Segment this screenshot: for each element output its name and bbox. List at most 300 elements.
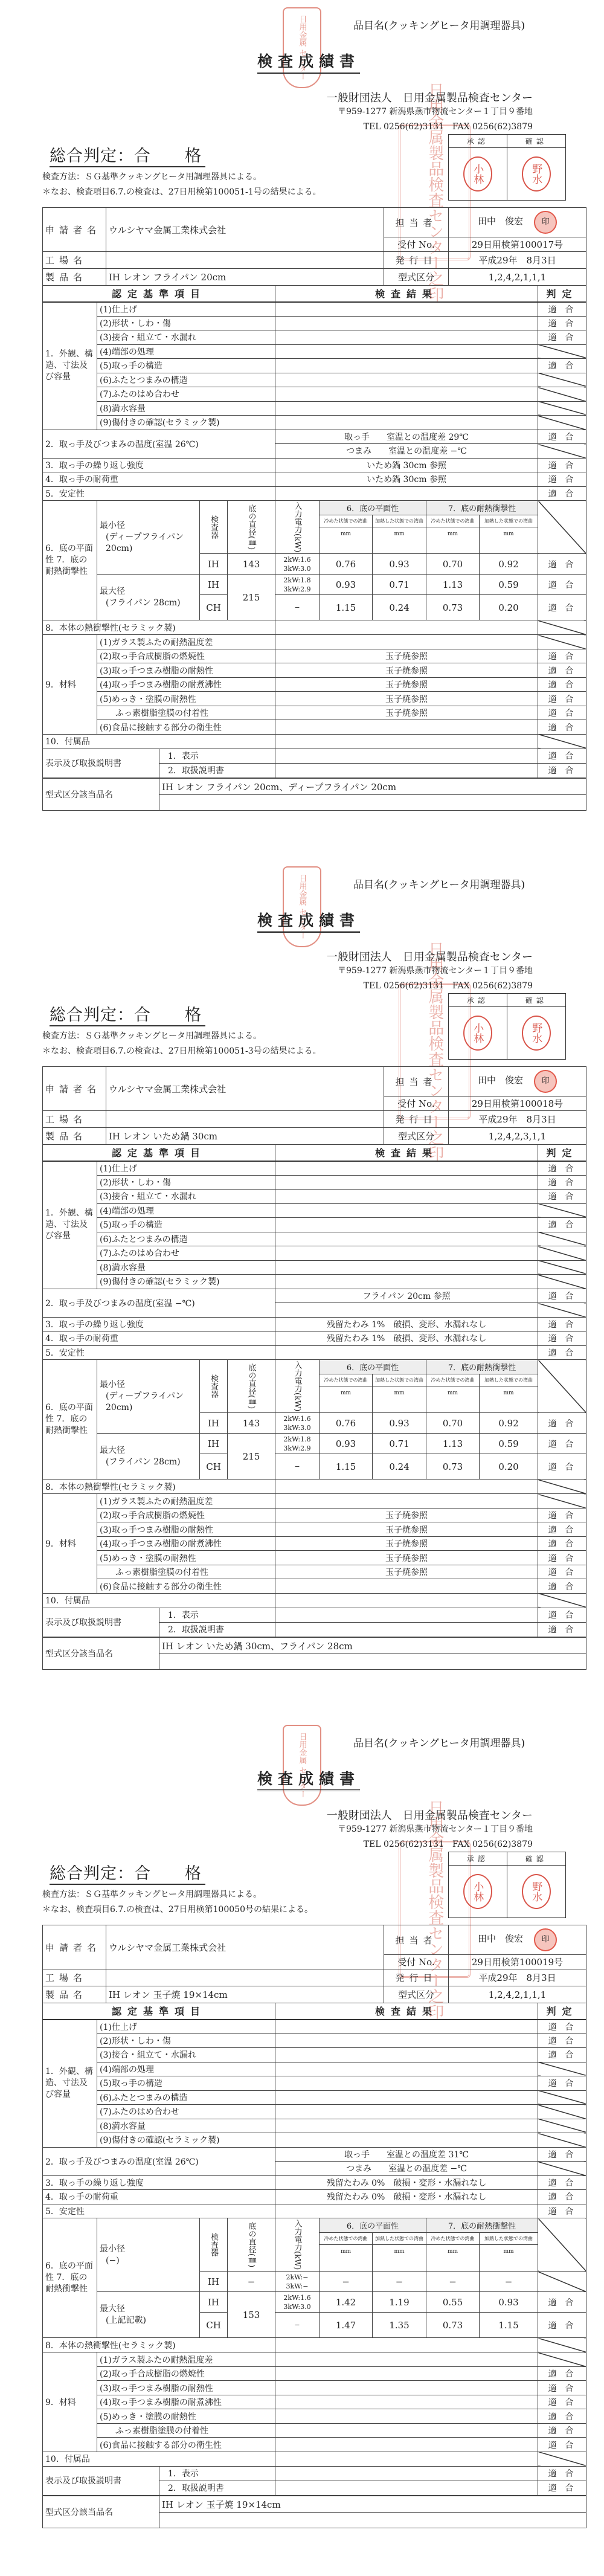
issue-date-label: 発行日 xyxy=(384,1111,449,1128)
sub-header: 加熱した状態での湾曲 xyxy=(373,2233,426,2245)
item-label: (4)端部の処理 xyxy=(97,2062,275,2076)
s5-label: 5．安定性 xyxy=(43,486,275,501)
measurement-value: 0.20 xyxy=(480,595,538,620)
table-row xyxy=(43,2338,586,2352)
table-row xyxy=(43,1111,586,1128)
inspection-certificate xyxy=(0,0,604,858)
not-applicable-slash xyxy=(538,1232,586,1246)
table-row xyxy=(43,1925,586,1955)
judgement-cell: 適合 xyxy=(538,692,586,706)
sub-header: 冷めた状態での湾曲 xyxy=(320,515,373,527)
measurement-value: − xyxy=(320,2272,373,2292)
product-label: 製品名 xyxy=(43,1128,106,1145)
criteria-header: 認定基準項目 xyxy=(43,2003,275,2020)
item-label: (6)食品に接触する部分の衛生性 xyxy=(97,1579,275,1594)
table-row xyxy=(43,1232,586,1246)
judgement-cell: 適合 xyxy=(538,2020,586,2034)
judgement-cell: 適合 xyxy=(538,1317,586,1331)
item-label: (3)取っ手つまみ樹脂の耐熱性 xyxy=(97,2381,275,2395)
measurement-value: 1.13 xyxy=(426,575,480,595)
result-cell xyxy=(275,1494,538,1509)
judgement-cell: 適合 xyxy=(538,1565,586,1579)
type-code: 1,2,4,2,3,1,1 xyxy=(449,1128,586,1145)
judgement-cell: 適合 xyxy=(538,2048,586,2062)
shock-header: 7．底の耐熱衝撃性 xyxy=(426,1360,538,1374)
result-cell xyxy=(275,1218,538,1232)
document-title: 検査成績書 xyxy=(257,909,360,933)
result-cell: 玉子焼参照 xyxy=(275,677,538,692)
unit-label: mm xyxy=(480,527,538,554)
approval-header: 承認 xyxy=(449,1852,507,1866)
table-row xyxy=(43,458,586,472)
judgement-cell: 適合 xyxy=(538,2204,586,2218)
section-8-label: 8．本体の熱衝撃性(セラミック製) xyxy=(43,620,275,635)
result-cell: 残留たわみ 1% 破損、変形、水漏れなし xyxy=(275,1317,538,1331)
diameter: 143 xyxy=(228,1413,275,1434)
not-applicable-slash xyxy=(538,2090,586,2105)
item-label: (3)接合・組立て・水漏れ xyxy=(97,330,275,345)
judgement-cell: 適合 xyxy=(538,2076,586,2091)
diameter-header: 底の直径(㎜) xyxy=(228,2218,275,2272)
judgement-cell: 適合 xyxy=(538,316,586,330)
measurement-value: 0.92 xyxy=(480,1413,538,1434)
not-applicable-slash xyxy=(538,1494,586,1509)
judgement-cell: 適合 xyxy=(538,2190,586,2204)
s4-label: 4．取っ手の耐荷重 xyxy=(43,472,275,487)
item-label: 1．表示 xyxy=(159,749,275,763)
factory-label: 工場名 xyxy=(43,1111,106,1128)
organization-address: 〒959-1277 新潟県燕市物流センター１丁目９番地 xyxy=(338,107,533,117)
max-name: 最大径 xyxy=(100,587,125,596)
judgement-cell: 適合 xyxy=(538,2481,586,2495)
max-diameter-cell xyxy=(97,2292,200,2338)
judgement-cell: 適合 xyxy=(538,359,586,373)
not-applicable-slash xyxy=(538,1303,586,1318)
min-diameter-cell xyxy=(97,2218,200,2292)
table-row xyxy=(43,635,586,649)
result-cell: つまみ 室温との温度差 −℃ xyxy=(275,444,538,459)
result-cell xyxy=(275,2338,538,2352)
factory-label: 工場名 xyxy=(43,252,106,269)
section-10-label: 10．付属品 xyxy=(43,734,275,749)
not-applicable-slash xyxy=(538,1480,586,1494)
item-category: 品目名(クッキングヒータ用調理器具) xyxy=(353,20,525,32)
item-label: 1．表示 xyxy=(159,1608,275,1622)
organization-address: 〒959-1277 新潟県燕市物流センター１丁目９番地 xyxy=(338,966,533,976)
diameter-header: 底の直径(㎜) xyxy=(228,501,275,554)
unit-label: mm xyxy=(480,2244,538,2272)
result-cell xyxy=(275,620,538,635)
result-cell xyxy=(275,416,538,430)
display-label: 表示及び取扱説明書 xyxy=(43,749,159,778)
item-label: (8)満水容量 xyxy=(97,2119,275,2133)
stamp-cell xyxy=(449,1007,507,1059)
sub-header: 冷めた状態での湾曲 xyxy=(320,2233,373,2245)
tester: CH xyxy=(200,595,228,620)
result-cell xyxy=(275,2119,538,2133)
issue-date: 平成29年 8月3日 xyxy=(449,252,586,269)
table-row xyxy=(43,1565,586,1579)
item-label: 2．取扱説明書 xyxy=(159,2481,275,2495)
item-label: (6)ふたとつまみの構造 xyxy=(97,1232,275,1246)
table-row xyxy=(43,2062,586,2076)
result-cell xyxy=(275,1608,538,1622)
applicant-info-table xyxy=(42,1925,586,2003)
applicant-info-table xyxy=(42,207,586,286)
measurement-value: 1.47 xyxy=(320,2313,373,2338)
table-row xyxy=(43,2133,586,2148)
judgement-cell: 適合 xyxy=(538,458,586,472)
diameter: 215 xyxy=(228,575,275,620)
item-label: (5)めっき・塗膜の耐熱性 xyxy=(97,692,275,706)
measurement-value: 0.55 xyxy=(426,2292,480,2313)
item-label: ふっ素樹脂塗膜の付着性 xyxy=(97,706,275,720)
receipt-number: 29日用検第100019号 xyxy=(449,1955,586,1969)
measurement-value: 0.93 xyxy=(373,554,426,575)
criteria-header: 認定基準項目 xyxy=(43,286,275,302)
result-cell xyxy=(275,1593,538,1608)
input-power xyxy=(275,2292,320,2313)
header-row xyxy=(43,2003,586,2020)
s3-label: 3．取っ手の繰り返し強度 xyxy=(43,2175,275,2190)
judgement-cell: 適合 xyxy=(538,1434,586,1454)
applicant-info-table xyxy=(42,1066,586,1145)
table-row xyxy=(43,486,586,501)
result-cell: 玉子焼参照 xyxy=(275,1551,538,1565)
factory-label: 工場名 xyxy=(43,1969,106,1986)
tester-header: 検査器 xyxy=(200,1360,228,1413)
model-names-blank xyxy=(159,2513,586,2528)
inspection-results-table xyxy=(42,1144,586,1637)
tester: IH xyxy=(200,2292,228,2313)
judgement-cell: 適合 xyxy=(538,1551,586,1565)
measurement-value: 1.13 xyxy=(426,1434,480,1454)
table-row xyxy=(43,316,586,330)
section-9-label: 9．材料 xyxy=(43,1494,97,1594)
section-9-label: 9．材料 xyxy=(43,2352,97,2452)
not-applicable-slash xyxy=(538,387,586,402)
model-names-blank xyxy=(159,795,586,811)
table-row xyxy=(43,1494,586,1509)
min-sub: (ディープフライパン 20cm) xyxy=(106,532,184,554)
result-cell: 玉子焼参照 xyxy=(275,1565,538,1579)
power-value: 2kW:1.6 xyxy=(283,2293,311,2302)
result-cell: 玉子焼参照 xyxy=(275,663,538,678)
table-row xyxy=(43,2076,586,2091)
organization-name: 一般財団法人 日用金属製品検査センター xyxy=(326,951,533,964)
product-name: IH レオン 玉子焼 19×14cm xyxy=(106,1986,384,2003)
table-row xyxy=(43,2292,586,2313)
unit-label: mm xyxy=(320,527,373,554)
measurement-value: 0.20 xyxy=(480,1454,538,1480)
table-row xyxy=(43,2438,586,2452)
result-cell xyxy=(275,330,538,345)
not-applicable-slash xyxy=(538,1246,586,1261)
unit-label: mm xyxy=(320,1386,373,1413)
sub-header: 冷めた状態での湾曲 xyxy=(320,1374,373,1386)
judgement-cell: 適合 xyxy=(538,677,586,692)
item-label: 2．取扱説明書 xyxy=(159,763,275,778)
not-applicable-slash xyxy=(538,635,586,649)
table-row xyxy=(43,779,586,795)
result-cell xyxy=(275,1345,538,1360)
table-row xyxy=(43,1608,586,1622)
section-6-7-label: 6．底の平面性 7．底の耐熱衝撃性 xyxy=(43,1360,97,1480)
inspection-note: ＊なお、検査項目6.7.の検査は、27日用検第100051-1号の結果による。 xyxy=(42,187,321,197)
section-2-label: 2．取っ手及びつまみの温度(室温 26℃) xyxy=(43,430,275,458)
min-diameter-cell xyxy=(97,501,200,575)
tester: CH xyxy=(200,2313,228,2338)
table-row xyxy=(43,1128,586,1145)
not-applicable-slash xyxy=(538,2218,586,2272)
diameter: 215 xyxy=(228,1434,275,1480)
table-row xyxy=(43,1360,586,1374)
result-cell: 残留たわみ 0% 破損・変形・水漏れなし xyxy=(275,2190,538,2204)
top-seal-stamp: 日用金属 センター xyxy=(283,1725,321,1806)
judgement-cell: 適合 xyxy=(538,749,586,763)
tester: IH xyxy=(200,1434,228,1454)
confirmation-header: 確認 xyxy=(507,1852,566,1866)
judgement-header: 判定 xyxy=(538,2003,586,2020)
product-label: 製品名 xyxy=(43,269,106,286)
item-label: (9)傷付きの確認(セラミック製) xyxy=(97,1275,275,1289)
table-row xyxy=(43,2218,586,2233)
table-row xyxy=(43,2048,586,2062)
item-label: (1)仕上げ xyxy=(97,2020,275,2034)
inspection-method: 検査方法：ＳＧ基準クッキングヒータ用調理器具による。 xyxy=(42,1890,262,1899)
factory-name xyxy=(106,1111,384,1128)
table-row xyxy=(43,1480,586,1494)
tester: IH xyxy=(200,2272,228,2292)
item-label: (9)傷付きの確認(セラミック製) xyxy=(97,416,275,430)
table-row xyxy=(43,2466,586,2481)
inspection-method: 検査方法：ＳＧ基準クッキングヒータ用調理器具による。 xyxy=(42,1031,262,1041)
result-cell: 玉子焼参照 xyxy=(275,706,538,720)
measurement-value: 0.93 xyxy=(320,575,373,595)
table-row xyxy=(43,1551,586,1565)
table-row xyxy=(43,1203,586,1218)
organization-phone: TEL 0256(62)3131 FAX 0256(62)3879 xyxy=(363,122,533,132)
sub-header: 加熱した状態での湾曲 xyxy=(480,2233,538,2245)
not-applicable-slash xyxy=(538,2352,586,2367)
diameter-header: 底の直径(㎜) xyxy=(228,1360,275,1413)
type-label: 型式区分 xyxy=(384,1986,449,2003)
measurement-value: − xyxy=(426,2272,480,2292)
type-label: 型式区分 xyxy=(384,1128,449,1145)
not-applicable-slash xyxy=(538,1275,586,1289)
result-cell: 玉子焼参照 xyxy=(275,649,538,663)
receipt-number: 29日用検第100018号 xyxy=(449,1096,586,1111)
item-label: (8)満水容量 xyxy=(97,1260,275,1275)
table-row xyxy=(43,2352,586,2367)
person-seal-icon: 印 xyxy=(534,1928,557,1951)
top-seal-stamp: 日用金属 センター xyxy=(283,866,321,947)
receipt-label: 受付 No. xyxy=(384,1955,449,1969)
receipt-label: 受付 No. xyxy=(384,237,449,252)
power-value: 3kW:3.0 xyxy=(283,564,311,573)
judgement-cell: 適合 xyxy=(538,2366,586,2381)
person-label: 担当者 xyxy=(384,1067,449,1096)
result-cell xyxy=(275,2062,538,2076)
judgement-cell: 適合 xyxy=(538,2381,586,2395)
inspection-results-table xyxy=(42,2003,586,2496)
input-power xyxy=(275,1454,320,1480)
item-label: (7)ふたのはめ合わせ xyxy=(97,387,275,402)
table-row xyxy=(43,1331,586,1346)
stamp-cell xyxy=(449,148,507,200)
section-1-label: 1．外観、構造、寸法及び容量 xyxy=(43,302,97,430)
table-row xyxy=(43,1067,586,1096)
result-cell: フライパン 20cm 参照 xyxy=(275,1289,538,1303)
display-label: 表示及び取扱説明書 xyxy=(43,2466,159,2495)
item-label: ふっ素樹脂塗膜の付着性 xyxy=(97,2423,275,2438)
result-cell: 玉子焼参照 xyxy=(275,1536,538,1551)
min-diameter-cell xyxy=(97,1360,200,1434)
result-header: 検査結果 xyxy=(275,2003,538,2020)
judgement-cell: 適合 xyxy=(538,720,586,735)
table-row xyxy=(43,663,586,678)
result-cell: 取っ手 室温との温度差 29℃ xyxy=(275,430,538,444)
table-row xyxy=(43,1593,586,1608)
power-value: − xyxy=(294,604,300,612)
result-cell: 玉子焼参照 xyxy=(275,1508,538,1522)
item-label: ふっ素樹脂塗膜の付着性 xyxy=(97,1565,275,1579)
organization-name: 一般財団法人 日用金属製品検査センター xyxy=(326,1809,533,1822)
item-label: (2)形状・しわ・傷 xyxy=(97,316,275,330)
judgement-cell: 適合 xyxy=(538,2466,586,2481)
judgement-cell: 適合 xyxy=(538,2292,586,2313)
not-applicable-slash xyxy=(538,2062,586,2076)
table-row xyxy=(43,2395,586,2409)
inspection-note: ＊なお、検査項目6.7.の検査は、27日用検第100050号の結果による。 xyxy=(42,1905,313,1914)
judgement-cell: 適合 xyxy=(538,706,586,720)
person-label: 担当者 xyxy=(384,1925,449,1955)
not-applicable-slash xyxy=(538,344,586,359)
issue-date: 平成29年 8月3日 xyxy=(449,1969,586,1986)
organization-name: 一般財団法人 日用金属製品検査センター xyxy=(326,92,533,105)
sub-header: 冷めた状態での湾曲 xyxy=(426,515,480,527)
judgement-cell: 適合 xyxy=(538,2175,586,2190)
measurement-value: 0.59 xyxy=(480,1434,538,1454)
item-label: (5)めっき・塗膜の耐熱性 xyxy=(97,2409,275,2424)
power-value: 3kW:2.9 xyxy=(283,1444,311,1452)
power-header: 入力電力(kW) xyxy=(275,1360,320,1413)
inspection-results-table xyxy=(42,285,586,778)
stamp-cell xyxy=(507,1007,566,1059)
measurement-value: 1.19 xyxy=(373,2292,426,2313)
measurement-value: 0.76 xyxy=(320,554,373,575)
table-row xyxy=(43,416,586,430)
stamp-cell xyxy=(507,148,566,200)
overall-verdict: 総合判定：合 格 xyxy=(50,1860,205,1885)
input-power xyxy=(275,1434,320,1454)
measurement-value: 1.35 xyxy=(373,2313,426,2338)
diameter: 153 xyxy=(228,2292,275,2338)
issue-date-label: 発行日 xyxy=(384,252,449,269)
item-label: (5)めっき・塗膜の耐熱性 xyxy=(97,1551,275,1565)
result-cell: いため鍋 30cm 参照 xyxy=(275,458,538,472)
tester: IH xyxy=(200,1413,228,1434)
sub-header: 加熱した状態での湾曲 xyxy=(480,1374,538,1386)
table-row xyxy=(43,269,586,286)
section-8-label: 8．本体の熱衝撃性(セラミック製) xyxy=(43,1480,275,1494)
diameter: 143 xyxy=(228,554,275,575)
item-category: 品目名(クッキングヒータ用調理器具) xyxy=(353,879,525,891)
table-row xyxy=(43,1969,586,1986)
receipt-label: 受付 No. xyxy=(384,1096,449,1111)
power-value: 2kW:1.6 xyxy=(283,1414,311,1423)
item-label: (3)接合・組立て・水漏れ xyxy=(97,2048,275,2062)
judgement-cell: 適合 xyxy=(538,1331,586,1346)
item-label: (1)ガラス製ふたの耐熱温度差 xyxy=(97,1494,275,1509)
result-cell: いため鍋 30cm 参照 xyxy=(275,472,538,487)
section-6-7-label: 6．底の平面性 7．底の耐熱衝撃性 xyxy=(43,2218,97,2338)
table-row xyxy=(43,2366,586,2381)
sub-header: 加熱した状態での湾曲 xyxy=(480,515,538,527)
approval-box xyxy=(448,134,566,201)
personal-seal-stamp: 野水 xyxy=(522,156,551,192)
flatness-header: 6．底の平面性 xyxy=(320,1360,426,1374)
judgement-cell: 適合 xyxy=(538,1175,586,1190)
inspection-certificate xyxy=(0,859,604,1718)
not-applicable-slash xyxy=(538,620,586,635)
not-applicable-slash xyxy=(538,373,586,387)
power-value: 3kW:3.0 xyxy=(283,2302,311,2311)
models-label: 型式区分該当品名 xyxy=(43,2496,159,2528)
result-cell xyxy=(275,1579,538,1594)
table-row xyxy=(43,620,586,635)
power-value: 2kW:1.6 xyxy=(283,555,311,564)
measurement-value: − xyxy=(373,2272,426,2292)
result-cell xyxy=(275,2409,538,2424)
result-cell xyxy=(275,2438,538,2452)
result-cell xyxy=(275,2481,538,2495)
stamp-cell xyxy=(449,1866,507,1918)
tester: IH xyxy=(200,554,228,575)
judgement-cell: 適合 xyxy=(538,1608,586,1622)
applicant-name: ウルシヤマ金属工業株式会社 xyxy=(106,1067,384,1111)
measurement-value: 0.24 xyxy=(373,595,426,620)
result-cell xyxy=(275,1203,538,1218)
judgement-cell: 適合 xyxy=(538,1622,586,1637)
table-row xyxy=(43,2190,586,2204)
power-header: 入力電力(kW) xyxy=(275,501,320,554)
item-label: (4)取っ手つまみ樹脂の耐煮沸性 xyxy=(97,1536,275,1551)
measurement-value: 0.70 xyxy=(426,1413,480,1434)
result-cell: 残留たわみ 0% 破損・変形・水漏れなし xyxy=(275,2175,538,2190)
result-cell: 玉子焼参照 xyxy=(275,1522,538,1537)
power-value: 3kW:− xyxy=(286,2282,309,2290)
table-row xyxy=(43,501,586,515)
item-label: (1)ガラス製ふたの耐熱温度差 xyxy=(97,2352,275,2367)
model-names: IH レオン フライパン 20cm、ディープフライパン 20cm xyxy=(159,779,586,795)
result-cell xyxy=(275,763,538,778)
unit-label: mm xyxy=(480,1386,538,1413)
display-label: 表示及び取扱説明書 xyxy=(43,1608,159,1637)
stamp-cell xyxy=(507,1866,566,1918)
item-label: 2．取扱説明書 xyxy=(159,1622,275,1637)
organization-seal: 日用金属製品検査センター之印 xyxy=(399,124,471,260)
applicant-label: 申請者名 xyxy=(43,1925,106,1969)
table-row xyxy=(43,1218,586,1232)
judgement-cell: 適合 xyxy=(538,1345,586,1360)
measurement-value: 0.73 xyxy=(426,595,480,620)
result-cell xyxy=(275,635,538,649)
measurement-value: − xyxy=(480,2272,538,2292)
item-label: (6)食品に接触する部分の衛生性 xyxy=(97,2438,275,2452)
judgement-cell: 適合 xyxy=(538,1522,586,1537)
product-name: IH レオン いため鍋 30cm xyxy=(106,1128,384,1145)
